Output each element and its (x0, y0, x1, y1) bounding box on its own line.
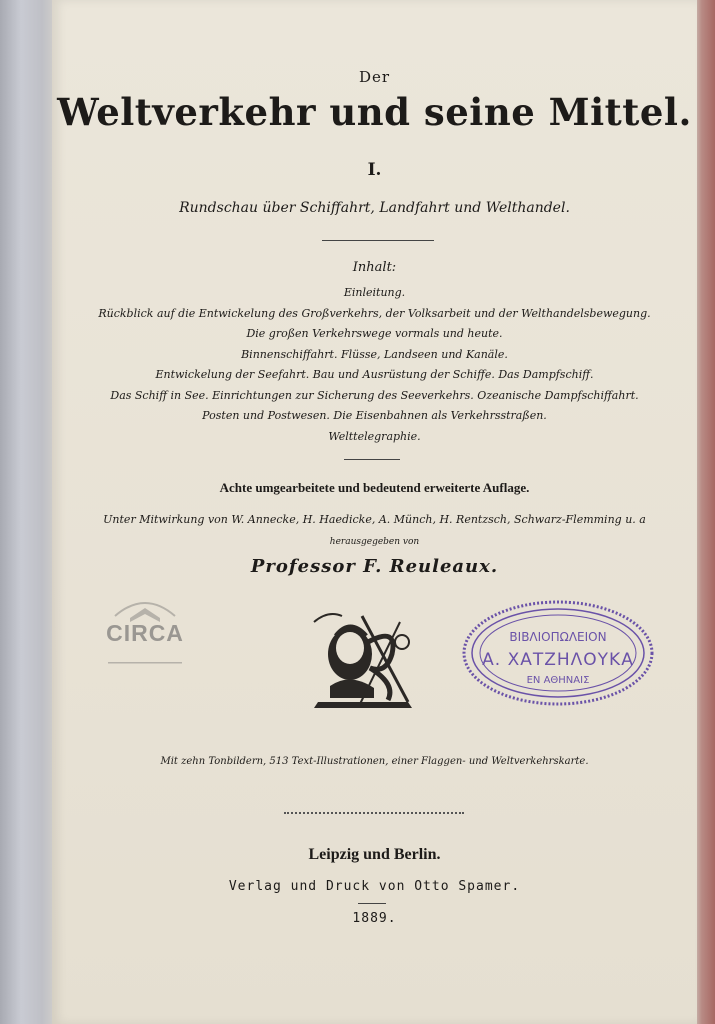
stamp-line-2: Α. ΧΑΤΖΗΛΟΥΚΑ (482, 650, 634, 670)
book-spine-edge (0, 0, 60, 1024)
contents-item: Entwickelung der Seefahrt. Bau und Ausrüstung der Schiffe. Das Dampfschiff. (155, 368, 594, 381)
contents-list (52, 283, 697, 447)
editor-name: Professor F. Reuleaux. (250, 556, 499, 577)
contents-item: Welttelegraphie. (328, 429, 421, 443)
divider-rule (322, 240, 434, 241)
book-subtitle: Rundschau über Schiffahrt, Landfahrt und Welthandel. (179, 200, 570, 216)
contents-item: Einleitung. (343, 286, 406, 299)
contents-item: Posten und Postwesen. Die Eisenbahnen als Verkehrsstraßen. (202, 409, 547, 422)
contents-heading: Inhalt: (352, 260, 397, 275)
contents-item: Rückblick auf die Entwickelung des Großverkehrs, der Volksarbeit und der Welthandelsbewegung. (98, 306, 651, 320)
title-page (52, 0, 697, 1024)
volume-number: I. (367, 160, 382, 180)
ornamental-rule (284, 812, 464, 815)
divider-rule (358, 903, 386, 904)
contents-item: Die großen Verkehrswege vormals und heute. (246, 327, 503, 340)
illustrations-note: Mit zehn Tonbildern, 513 Text-Illustrationen, einer Flaggen- und Weltverkehrskarte. (160, 756, 589, 767)
stamp-line-3: ΕΝ ΑΘΗΝΑΙΣ (526, 675, 590, 686)
watermark-text: CIRCA (106, 620, 184, 646)
title-article: Der (358, 68, 391, 86)
contents-item: Das Schiff in See. Einrichtungen zur Sicherung des Seeverkehrs. Ozeanische Dampfschiffahrt. (110, 388, 639, 402)
publisher-vignette-emblem (300, 602, 424, 714)
publication-year: 1889. (352, 911, 397, 926)
book-title: Weltverkehr und seine Mittel. (57, 90, 692, 134)
edition-note: Achte umgearbeitete und bedeutend erweiterte Auflage. (219, 480, 530, 495)
collaborators-line: Unter Mitwirkung von W. Annecke, H. Haedicke, A. Münch, H. Rentzsch, Schwarz-Flemming u. a (103, 513, 646, 526)
contents-item: Binnenschiffahrt. Flüsse, Landseen und Kanäle. (241, 347, 508, 361)
publisher-line: Verlag und Druck von Otto Spamer. (228, 879, 521, 894)
divider-rule (344, 459, 400, 460)
stamp-line-1: ΒΙΒΛΙΟΠΩΛΕΙΟΝ (509, 630, 607, 644)
publication-place: Leipzig und Berlin. (308, 846, 441, 863)
edited-by-line: herausgegeben von (329, 537, 420, 547)
